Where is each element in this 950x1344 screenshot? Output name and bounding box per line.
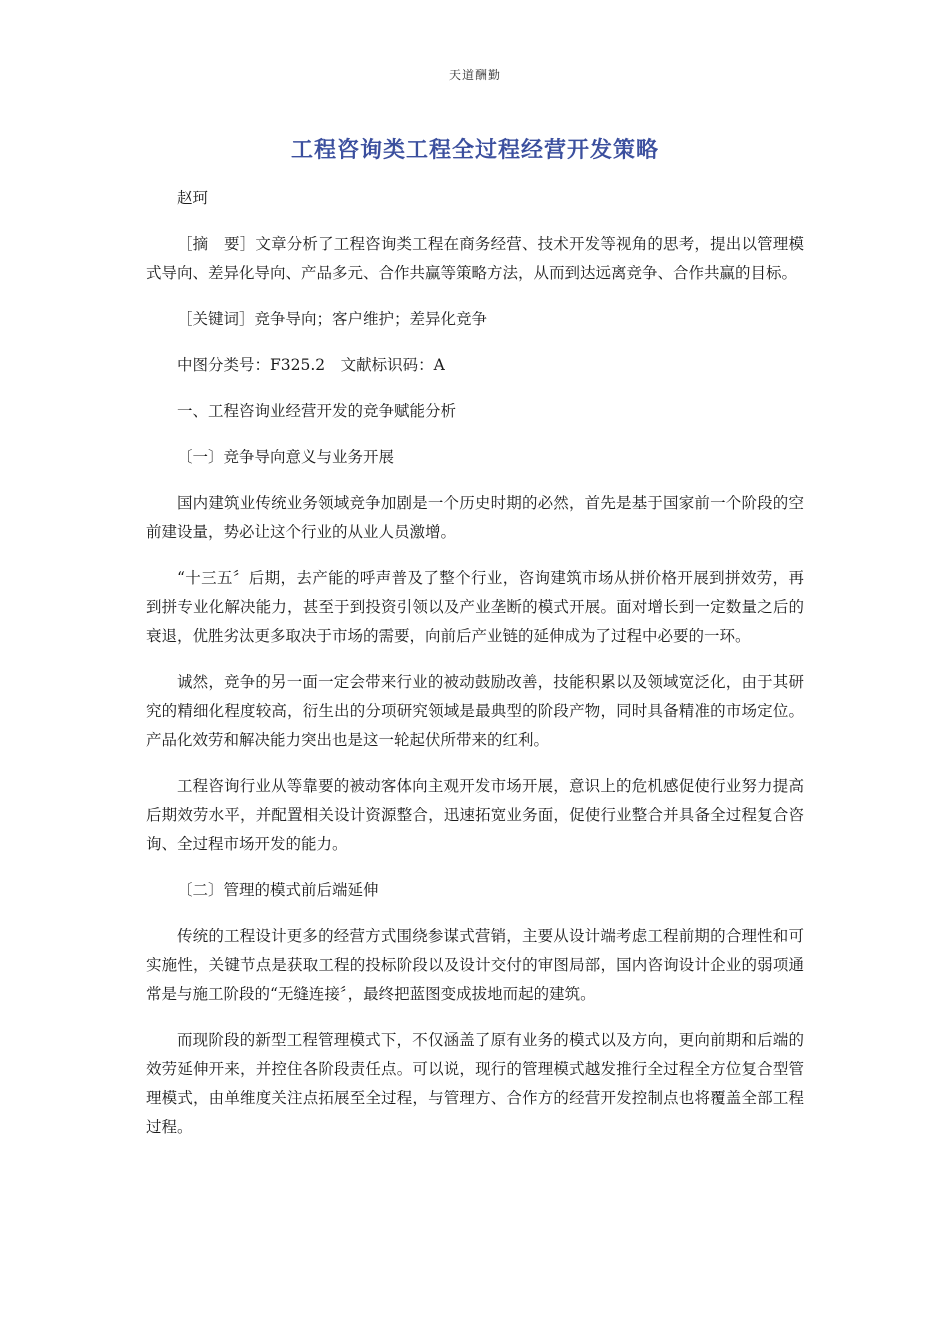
running-head: 天道酬勤	[448, 68, 501, 82]
abstract-paragraph: ［摘 要］文章分析了工程咨询类工程在商务经营、技术开发等视角的思考，提出以管理模式导向、差异化导向、产品多元、合作共赢等策略方法，从而到达远离竞争、合作共赢的目标。	[146, 235, 804, 282]
body-paragraph: 国内建筑业传统业务领域竞争加剧是一个历史时期的必然，首先是基于国家前一个阶段的空前建设量，势必让这个行业的从业人员激增。	[146, 494, 804, 541]
classification-line: 中图分类号：F325.2 文献标识码：A	[177, 356, 445, 374]
body-paragraph: 工程咨询行业从等靠要的被动客体向主观开发市场开展，意识上的危机感促使行业努力提高后期效劳水平，并配置相关设计资源整合，迅速拓宽业务面，促使行业整合并具备全过程复合咨询、全过程市场开发的能力。	[146, 777, 804, 853]
subsection-heading: 〔一〕竞争导向意义与业务开展	[177, 448, 395, 466]
body-paragraph: 而现阶段的新型工程管理模式下，不仅涵盖了原有业务的模式以及方向，更向前期和后端的效劳延伸开来，并控住各阶段责任点。可以说，现行的管理模式越发推行全过程全方位复合型管理模式，由单维度关注点拓展至全过程，与管理方、合作方的经营开发控制点也将覆盖全部工程过程。	[146, 1031, 804, 1136]
article-body	[146, 184, 804, 1159]
subsection-heading: 〔二〕管理的模式前后端延伸	[177, 881, 379, 899]
keywords-line: ［关键词］竞争导向；客户维护；差异化竞争	[177, 310, 488, 328]
article-title: 工程咨询类工程全过程经营开发策略	[290, 138, 659, 163]
body-paragraph: 诚然，竞争的另一面一定会带来行业的被动鼓励改善，技能积累以及领域宽泛化，由于其研究的精细化程度较高，衍生出的分项研究领域是最典型的阶段产物，同时具备精准的市场定位。产品化效劳和解决能力突出也是这一轮起伏所带来的红利。	[146, 673, 804, 749]
author-line: 赵珂	[177, 189, 209, 207]
body-paragraph: “十三五〞后期，去产能的呼声普及了整个行业，咨询建筑市场从拼价格开展到拼效劳，再到拼专业化解决能力，甚至于到投资引领以及产业垄断的模式开展。面对增长到一定数量之后的衰退，优胜劣汰更多取决于市场的需要，向前后产业链的延伸成为了过程中必要的一环。	[146, 569, 804, 645]
body-paragraph: 传统的工程设计更多的经营方式围绕参谋式营销，主要从设计端考虑工程前期的合理性和可实施性，关键节点是获取工程的投标阶段以及设计交付的审图局部，国内咨询设计企业的弱项通常是与施工阶段的“无缝连接〞，最终把蓝图变成拔地而起的建筑。	[146, 927, 804, 1003]
section-heading: 一、工程咨询业经营开发的竞争赋能分析	[177, 402, 457, 420]
